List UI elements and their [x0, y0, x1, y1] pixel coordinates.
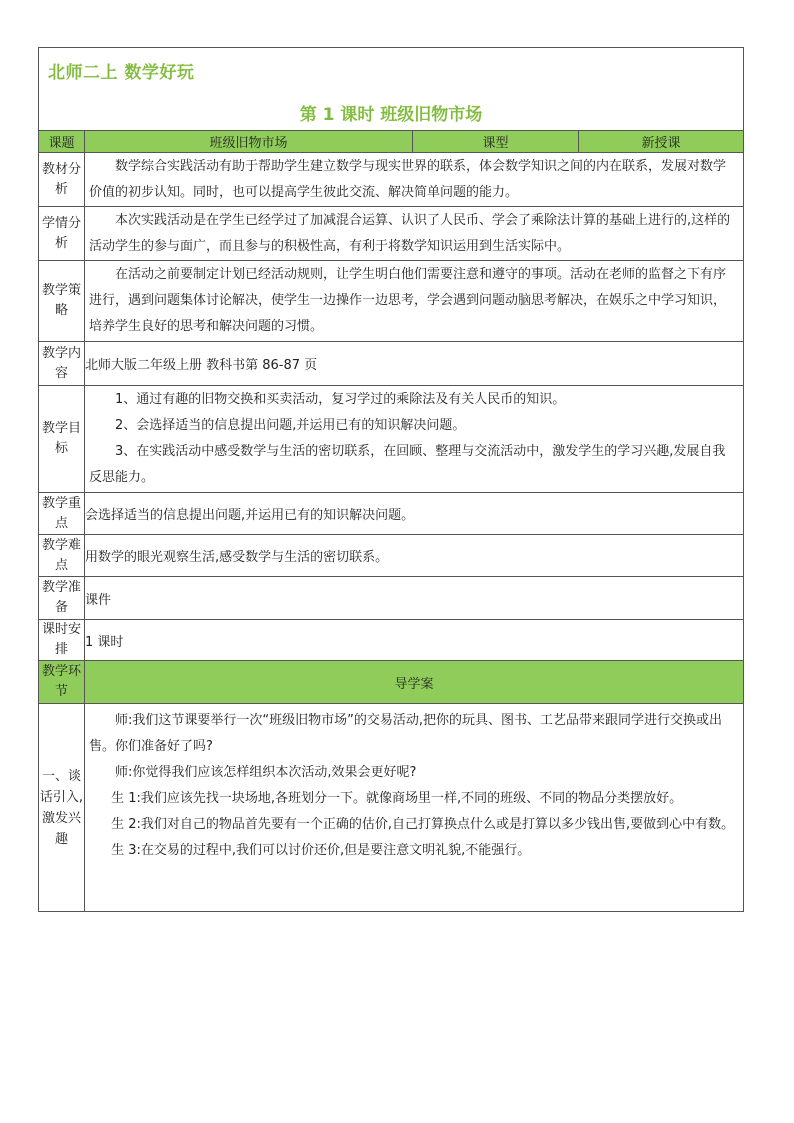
topic-label: 课题: [39, 131, 85, 153]
students-cell: [85, 207, 744, 261]
students-text: 本次实践活动是在学生已经学过了加减混合运算、认识了人民币、学会了乘除法计算的基础上进行的,这样的活动学生的参与面广，而且参与的积极性高，有利于将数学知识运用到生活实际中。: [89, 212, 731, 254]
process-row: [39, 661, 744, 704]
dialogue-paragraph: 师:你觉得我们应该怎样组织本次活动,效果会更好呢?: [115, 765, 417, 780]
prep-row: [39, 577, 744, 620]
strategy-text: 在活动之前要制定计划已经活动规则，让学生明白他们需要注意和遵守的事项。活动在老师的监督之下有序进行，遇到问题集体讨论解决，使学生一边操作一边思考，学会遇到问题动脑思考解决，在娱乐之中学习知识，培养学生良好的思考和解决问题的习惯。: [89, 267, 727, 334]
difficult-row: [39, 535, 744, 577]
key-text: 会选择适当的信息提出问题,并运用已有的知识解决问题。: [85, 493, 744, 535]
stage1-label-cell: [39, 704, 85, 912]
goals-row: [39, 386, 744, 493]
dialogue-paragraph: 生 2:我们对自己的物品首先要有一个正确的估价,自己打算换点什么或是打算以多少钱出售,要做到心中有数。: [111, 817, 735, 832]
strategy-label: 教学策略: [39, 261, 85, 342]
difficult-label: 教学难点: [39, 535, 85, 577]
process-text: 导学案: [85, 661, 744, 704]
students-row: [39, 207, 744, 261]
strategy-cell: [85, 261, 744, 342]
goal-item: 2、会选择适当的信息提出问题,并运用已有的知识解决问题。: [115, 418, 466, 433]
material-cell: [85, 153, 744, 207]
header-cell: [39, 48, 744, 131]
goals-cell: [85, 386, 744, 493]
dialogue-paragraph: 生 1:我们应该先找一块场地,各班划分一下。就像商场里一样,不同的班级、不同的物品分类摆放好。: [111, 791, 683, 806]
schedule-label: 课时安排: [39, 620, 85, 661]
stage1-row: [39, 704, 744, 912]
top-title: 北师二上 数学好玩: [48, 63, 195, 83]
process-label: 教学环节: [39, 661, 85, 704]
key-label: 教学重点: [39, 493, 85, 535]
header-row: [39, 48, 744, 131]
strategy-row: [39, 261, 744, 342]
schedule-text: 1 课时: [85, 620, 744, 661]
content-row: [39, 342, 744, 386]
material-label: 教材分析: [39, 153, 85, 207]
stage1-body: [85, 704, 744, 912]
topic-value: 班级旧物市场: [85, 131, 413, 153]
key-row: [39, 493, 744, 535]
schedule-row: [39, 620, 744, 661]
material-text: 数学综合实践活动有助于帮助学生建立数学与现实世界的联系，体会数学知识之间的内在联系，发展对数学价值的初步认知。同时，也可以提高学生彼此交流、解决简单问题的能力。: [89, 158, 727, 200]
lesson-plan-sheet: [38, 47, 743, 912]
difficult-text: 用数学的眼光观察生活,感受数学与生活的密切联系。: [85, 535, 744, 577]
dialogue-paragraph: 生 3:在交易的过程中,我们可以讨价还价,但是要注意文明礼貌,不能强行。: [111, 843, 531, 858]
material-row: [39, 153, 744, 207]
type-value: 新授课: [579, 131, 744, 153]
lesson-title: 第 1 课时 班级旧物市场: [299, 105, 483, 125]
goal-item: 3、在实践活动中感受数学与生活的密切联系，在回顾、整理与交流活动中，激发学生的学习兴趣,发展自我反思能力。: [89, 444, 726, 485]
content-label: 教学内容: [39, 342, 85, 386]
content-text: 北师大版二年级上册 教科书第 86-87 页: [85, 342, 744, 386]
prep-label: 教学准备: [39, 577, 85, 620]
lesson-plan-table: [38, 47, 744, 912]
goal-item: 1、通过有趣的旧物交换和买卖活动，复习学过的乘除法及有关人民币的知识。: [115, 392, 566, 407]
stage1-label: 一、谈话引入,激发兴趣: [39, 768, 84, 847]
info-row: [39, 131, 744, 153]
type-label: 课型: [413, 131, 579, 153]
dialogue-paragraph: 师:我们这节课要举行一次“班级旧物市场”的交易活动,把你的玩具、图书、工艺品带来跟同学进行交换或出售。你们准备好了吗?: [89, 713, 722, 754]
goals-label: 教学目标: [39, 386, 85, 493]
students-label: 学情分析: [39, 207, 85, 261]
prep-text: 课件: [85, 577, 744, 620]
